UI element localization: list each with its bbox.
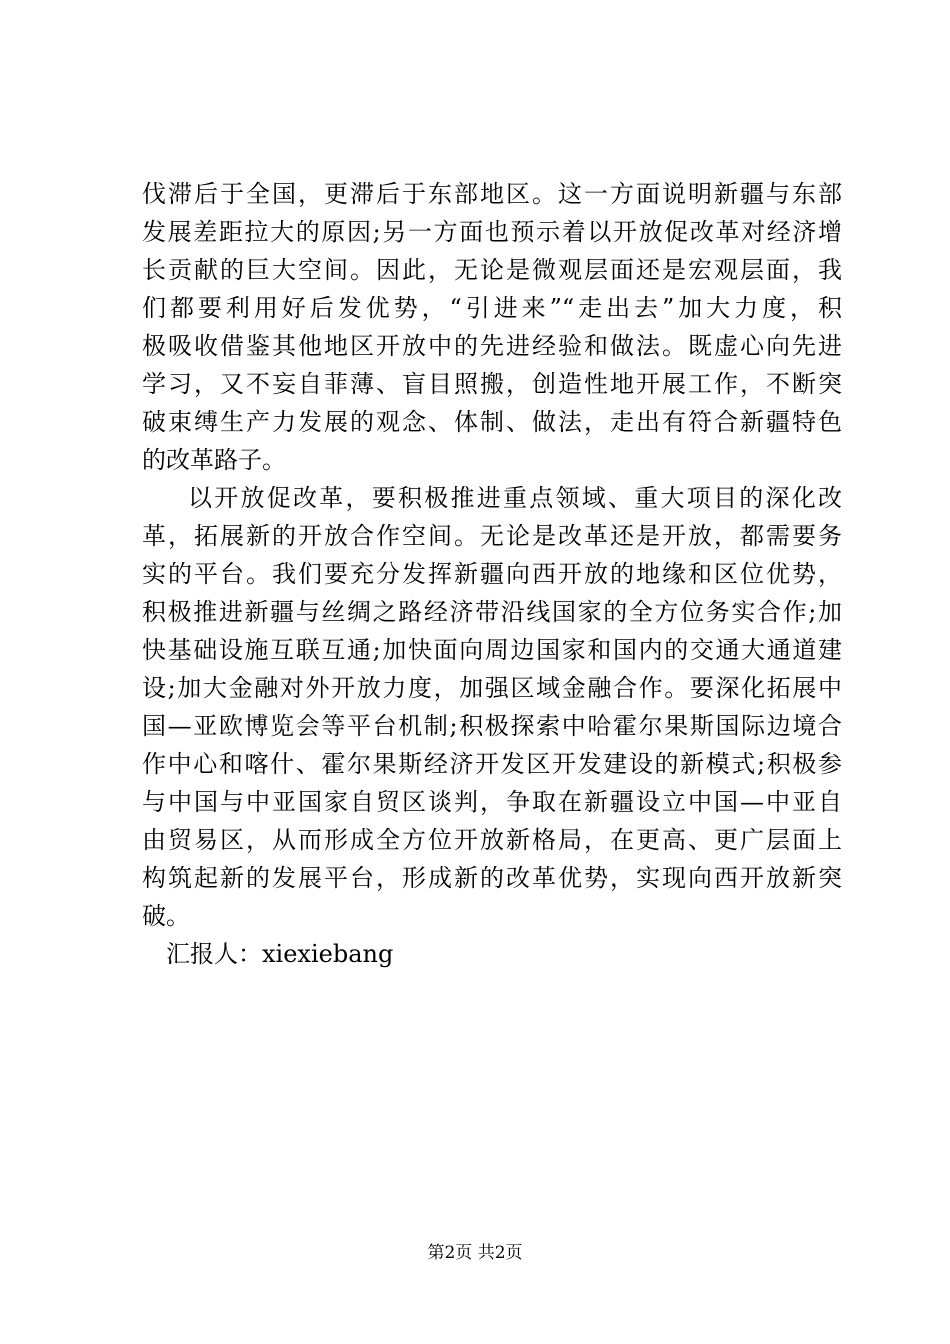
paragraph-line: 由贸易区，从而形成全方位开放新格局，在更高、更广层面上	[142, 826, 842, 854]
paragraph-line: 实的平台。我们要充分发挥新疆向西开放的地缘和区位优势，	[142, 560, 842, 588]
paragraph-line: 长贡献的巨大空间。因此，无论是微观层面还是宏观层面，我	[142, 256, 842, 284]
paragraph-line: 极吸收借鉴其他地区开放中的先进经验和做法。既虚心向先进	[142, 332, 842, 360]
paragraph-line: 以开放促改革，要积极推进重点领域、重大项目的深化改	[188, 484, 842, 512]
paragraph-2	[142, 479, 842, 935]
paragraph-line: 的改革路子。	[142, 446, 286, 474]
paragraph-line: 伐滞后于全国，更滞后于东部地区。这一方面说明新疆与东部	[142, 180, 842, 208]
paragraph-line: 发展差距拉大的原因;另一方面也预示着以开放促改革对经济增	[142, 218, 842, 246]
paragraph-line: 构筑起新的发展平台，形成新的改革优势，实现向西开放新突	[142, 864, 842, 892]
reporter-line: 汇报人：xiexiebang	[166, 940, 394, 968]
paragraph-line: 破。	[142, 902, 190, 930]
paragraph-line: 破束缚生产力发展的观念、体制、做法，走出有符合新疆特色	[142, 408, 842, 436]
paragraph-line: 革，拓展新的开放合作空间。无论是改革还是开放，都需要务	[142, 522, 842, 550]
paragraph-line: 作中心和喀什、霍尔果斯经济开发区开发建设的新模式;积极参	[142, 750, 842, 778]
paragraph-line: 设;加大金融对外开放力度，加强区域金融合作。要深化拓展中	[142, 674, 842, 702]
paragraph-1	[142, 175, 842, 479]
paragraph-line: 积极推进新疆与丝绸之路经济带沿线国家的全方位务实合作;加	[142, 598, 842, 626]
paragraph-line: 们都要利用好后发优势，“引进来”“走出去”加大力度，积	[142, 294, 842, 322]
document-body	[142, 175, 842, 973]
paragraph-line: 快基础设施互联互通;加快面向周边国家和国内的交通大通道建	[142, 636, 842, 664]
paragraph-line: 学习，又不妄自菲薄、盲目照搬，创造性地开展工作，不断突	[142, 370, 842, 398]
page-footer	[0, 1241, 950, 1265]
paragraph-line: 与中国与中亚国家自贸区谈判，争取在新疆设立中国—中亚自	[142, 788, 842, 816]
page-number-label: 第2页 共2页	[427, 1243, 523, 1263]
paragraph-line: 国—亚欧博览会等平台机制;积极探索中哈霍尔果斯国际边境合	[142, 712, 842, 740]
